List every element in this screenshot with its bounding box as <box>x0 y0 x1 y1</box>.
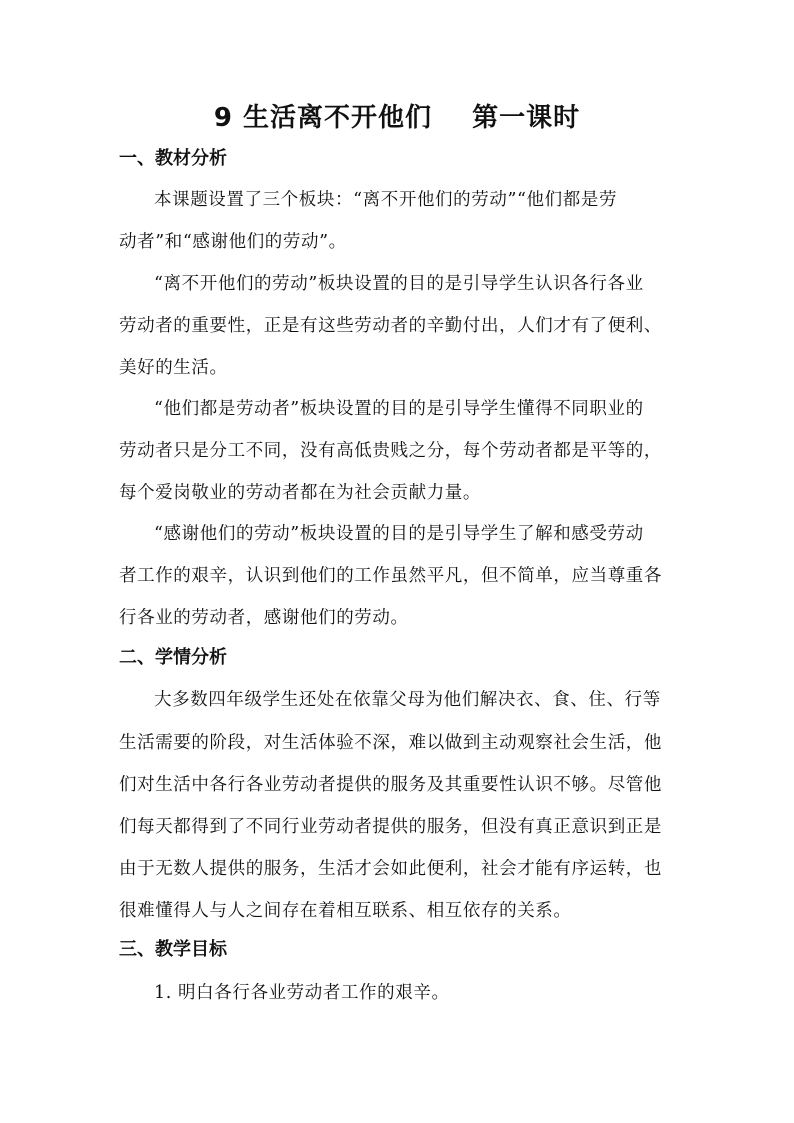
paragraph-line: “感谢他们的劳动”板块设置的目的是引导学生了解和感受劳动 <box>154 524 644 544</box>
paragraph-line: 行各业的劳动者，感谢他们的劳动。 <box>119 608 409 628</box>
paragraph-line: 劳动者只是分工不同，没有高低贵贱之分，每个劳动者都是平等的， <box>119 441 662 461</box>
section-heading-student-analysis: 二、学情分析 <box>119 647 227 668</box>
paragraph-line: 美好的生活。 <box>119 358 228 378</box>
paragraph-line: 每个爱岗敬业的劳动者都在为社会贡献力量。 <box>119 483 481 503</box>
teaching-goal-item: 1. 明白各行各业劳动者工作的艰辛。 <box>154 983 450 1003</box>
paragraph-line: 生活需要的阶段，对生活体验不深，难以做到主动观察社会生活，他 <box>119 733 662 753</box>
paragraph-line: 们对生活中各行各业劳动者提供的服务及其重要性认识不够。尽管他 <box>119 775 662 795</box>
paragraph-line: 者工作的艰辛，认识到他们的工作虽然平凡，但不简单，应当尊重各 <box>119 566 662 586</box>
paragraph-line: “他们都是劳动者”板块设置的目的是引导学生懂得不同职业的 <box>154 399 644 419</box>
paragraph-line: “离不开他们的劳动”板块设置的目的是引导学生认识各行各业 <box>154 274 644 294</box>
paragraph-line: 劳动者的重要性，正是有这些劳动者的辛勤付出，人们才有了便利、 <box>119 316 662 336</box>
paragraph-line: 们每天都得到了不同行业劳动者提供的服务，但没有真正意识到正是 <box>119 817 662 837</box>
section-heading-teaching-material: 一、教材分析 <box>119 148 227 169</box>
paragraph-line: 由于无数人提供的服务，生活才会如此便利，社会才能有序运转，也 <box>119 859 662 879</box>
paragraph-line: 动者”和“感谢他们的劳动”。 <box>119 232 347 252</box>
paragraph-line: 大多数四年级学生还处在依靠父母为他们解决衣、食、住、行等 <box>154 690 661 710</box>
page-title: 9 生活离不开他们 第一课时 <box>213 103 581 133</box>
section-heading-teaching-goals: 三、教学目标 <box>119 939 227 960</box>
paragraph-line: 本课题设置了三个板块：“离不开他们的劳动”“他们都是劳 <box>154 190 618 210</box>
paragraph-line: 很难懂得人与人之间存在着相互联系、相互依存的关系。 <box>119 901 572 921</box>
